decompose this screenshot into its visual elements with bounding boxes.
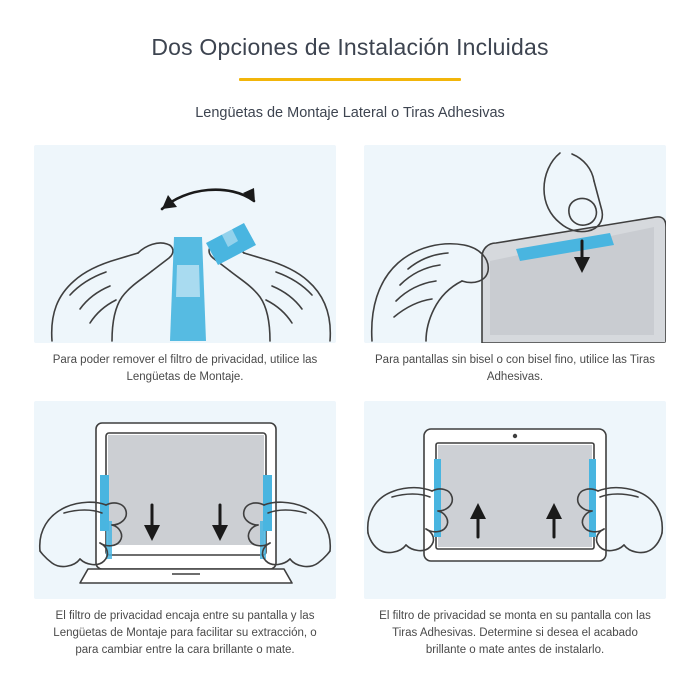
page-title: Dos Opciones de Instalación Incluidas bbox=[151, 34, 549, 60]
illustration-tablet-filter-mount bbox=[364, 401, 666, 599]
page-subtitle: Lengüetas de Montaje Lateral o Tiras Adhesivas bbox=[195, 105, 505, 121]
panel-cell-mounting-tabs-peel bbox=[34, 145, 336, 385]
illustration-hands-peeling-blue-tab bbox=[34, 145, 336, 343]
panel-cell-adhesive-strip-mount bbox=[364, 401, 666, 664]
panel-cell-adhesive-strip-apply bbox=[364, 145, 666, 385]
panel-caption: El filtro de privacidad encaja entre su pantalla y las Lengüetas de Montaje para facilitar su extracción, o para cambiar entre la cara brillante o mate. bbox=[53, 610, 317, 656]
illustration-hand-pressing-adhesive-strip bbox=[364, 145, 666, 343]
panel-caption: Para poder remover el filtro de privacidad, utilice las Lengüetas de Montaje. bbox=[52, 354, 318, 383]
panel-caption: El filtro de privacidad se monta en su pantalla con las Tiras Adhesivas. Determine si desea el acabado brillante o mate antes de instalarlo. bbox=[379, 610, 651, 656]
title-underline bbox=[239, 78, 461, 81]
illustration-laptop-filter-insert bbox=[34, 401, 336, 599]
panel-cell-mounting-tabs-insert bbox=[34, 401, 336, 664]
panel-caption: Para pantallas sin bisel o con bisel fino, utilice las Tiras Adhesivas. bbox=[375, 354, 655, 383]
panel-grid bbox=[30, 145, 670, 664]
